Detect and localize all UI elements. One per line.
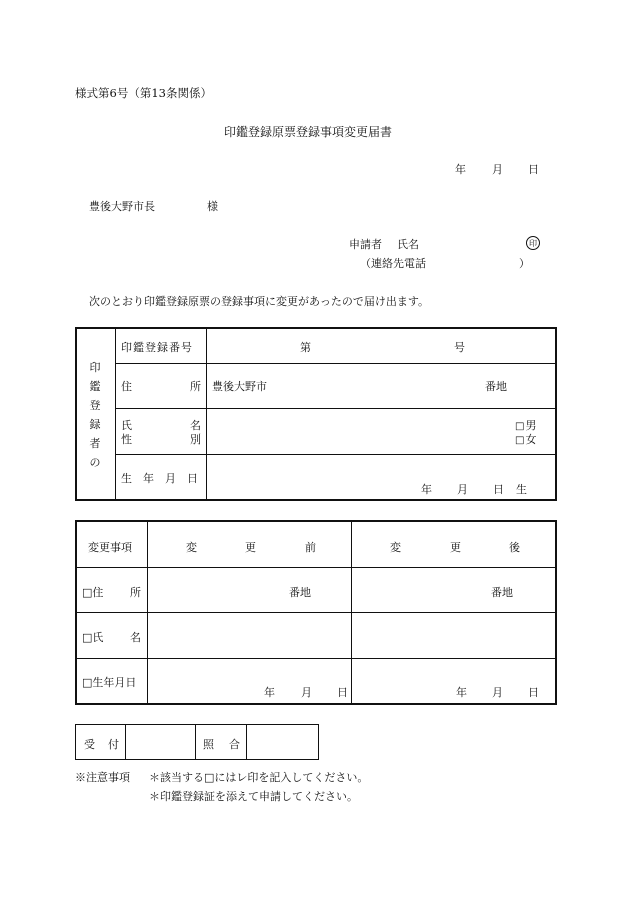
name-after-field[interactable] bbox=[353, 614, 555, 657]
applicant-contact-close: ） bbox=[519, 257, 530, 270]
addressee-honorific: 様 bbox=[207, 200, 218, 213]
applicant-label: 申請者 bbox=[349, 238, 382, 251]
change-address-label: 所 bbox=[130, 586, 141, 599]
birth-label: 生 年 月 日 bbox=[121, 472, 198, 485]
male-checkbox[interactable]: □ bbox=[515, 421, 525, 432]
name-label-2: 名 bbox=[190, 419, 201, 432]
note-item: ＊該当する□にはレ印を記入してください。 bbox=[149, 771, 369, 784]
gender-label-1: 性 bbox=[121, 433, 132, 446]
reg-number-prefix: 第 bbox=[300, 341, 311, 354]
page-title: 印鑑登録原票登録事項変更届書 bbox=[224, 125, 393, 139]
address-after-suffix: 番地 bbox=[491, 586, 513, 599]
reg-number-suffix: 号 bbox=[454, 341, 465, 354]
birth-before-day: 日 bbox=[337, 686, 348, 699]
birth-before-month: 月 bbox=[301, 686, 312, 699]
col-change-item: 変更事項 bbox=[88, 541, 132, 554]
birthdate-after-field[interactable] bbox=[353, 660, 555, 703]
birthdate-before-field[interactable] bbox=[149, 660, 350, 703]
female-checkbox[interactable]: □ bbox=[515, 435, 525, 446]
date-year-label: 年 bbox=[455, 163, 466, 176]
name-label-1: 氏 bbox=[121, 419, 132, 432]
checked-label-1: 照 bbox=[203, 738, 214, 751]
address-before-suffix: 番地 bbox=[289, 586, 311, 599]
received-label-1: 受 bbox=[84, 738, 95, 751]
birth-after-month: 月 bbox=[492, 686, 503, 699]
gender-label-2: 別 bbox=[190, 433, 201, 446]
birth-after-year: 年 bbox=[456, 686, 467, 699]
birth-month-label: 月 bbox=[457, 483, 468, 496]
checked-stamp-field[interactable] bbox=[248, 726, 317, 758]
received-stamp-field[interactable] bbox=[127, 726, 194, 758]
change-name-checkbox[interactable]: □氏 bbox=[82, 631, 104, 644]
gender-male-option[interactable]: □男 bbox=[515, 419, 537, 432]
gender-female-option[interactable]: □女 bbox=[515, 433, 537, 446]
applicant-name-label: 氏名 bbox=[397, 238, 419, 251]
change-address-checkbox[interactable]: □住 bbox=[82, 586, 104, 599]
birth-field[interactable] bbox=[208, 456, 555, 499]
address-field[interactable] bbox=[270, 365, 480, 407]
applicant-contact-label: （連絡先電話 bbox=[360, 257, 426, 270]
reg-number-label: 印鑑登録番号 bbox=[121, 341, 193, 354]
birth-day-label: 日 bbox=[493, 483, 504, 496]
checked-label-2: 合 bbox=[229, 738, 240, 751]
change-birthdate-checkbox[interactable]: □生年月日 bbox=[82, 676, 137, 689]
birth-suffix: 生 bbox=[516, 483, 527, 496]
form-number: 様式第6号（第13条関係） bbox=[75, 86, 212, 100]
address-after-field[interactable] bbox=[353, 569, 487, 611]
seal-mark: 印 bbox=[526, 236, 540, 250]
date-month-label: 月 bbox=[492, 163, 503, 176]
address-before-field[interactable] bbox=[149, 569, 284, 611]
reg-number-field[interactable] bbox=[208, 329, 555, 362]
birth-after-day: 日 bbox=[528, 686, 539, 699]
intro-text: 次のとおり印鑑登録原票の登録事項に変更があったので届け出ます。 bbox=[89, 295, 430, 308]
received-label-2: 付 bbox=[108, 738, 119, 751]
address-label-2: 所 bbox=[190, 380, 201, 393]
address-label-1: 住 bbox=[121, 380, 132, 393]
name-before-field[interactable] bbox=[149, 614, 350, 657]
change-name-label: 名 bbox=[130, 631, 141, 644]
birth-year-label: 年 bbox=[421, 483, 432, 496]
note-item: ＊印鑑登録証を添えて申請してください。 bbox=[149, 790, 358, 803]
birth-before-year: 年 bbox=[264, 686, 275, 699]
address-suffix: 番地 bbox=[485, 380, 507, 393]
notes-label: ※注意事項 bbox=[75, 771, 130, 784]
date-day-label: 日 bbox=[528, 163, 539, 176]
name-field[interactable] bbox=[208, 410, 498, 453]
address-prefix: 豊後大野市 bbox=[212, 380, 267, 393]
addressee-name: 豊後大野市長 bbox=[89, 200, 155, 213]
